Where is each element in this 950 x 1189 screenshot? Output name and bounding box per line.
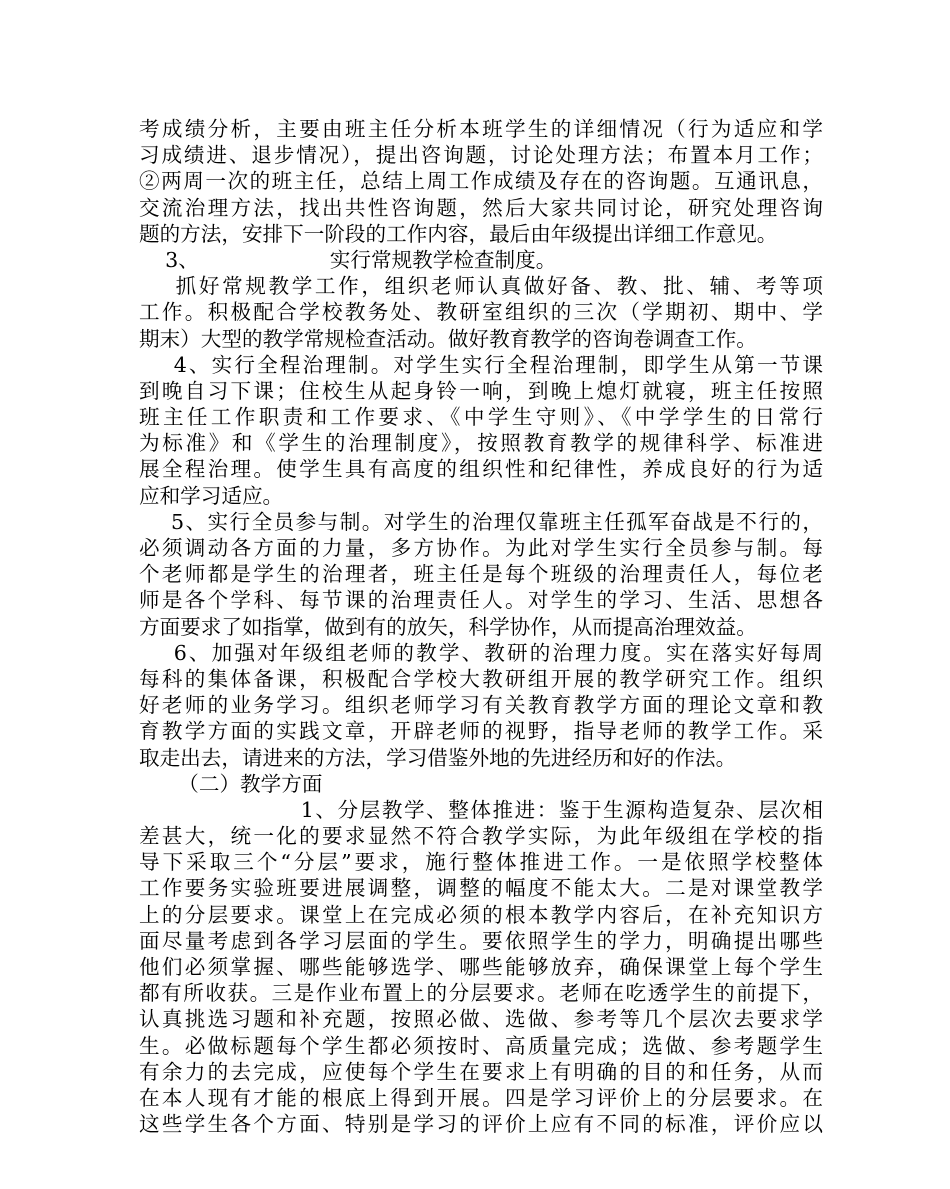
text-line: 都有所收获。三是作业布置上的分层要求。老师在吃透学生的前提下，: [139, 981, 823, 1006]
text-line: 展全程治理。使学生具有高度的组织性和纪律性，养成良好的行为适: [139, 457, 823, 482]
text-line: ②两周一次的班主任，总结上周工作成绩及存在的咨询题。互通讯息，: [139, 169, 823, 194]
text-line: 生。必做标题每个学生都必须按时、高质量完成；选做、参考题学生: [139, 1033, 823, 1058]
text-line: 他们必须掌握、哪些能够选学、哪些能够放弃，确保课堂上每个学生: [139, 955, 823, 979]
text-line: 6、加强对年级组老师的教学、教研的治理力度。实在落实好每周: [139, 640, 823, 665]
text-line: 有余力的去完成，应使每个学生在要求上有明确的目的和任务，从而: [139, 1059, 823, 1084]
text-line: 5、实行全员参与制。对学生的治理仅靠班主任孤军奋战是不行的，: [139, 509, 823, 534]
text-line: 上的分层要求。课堂上在完成必须的根本教学内容后，在补充知识方: [139, 902, 823, 927]
text-line: 导下采取三个“分层”要求，施行整体推进工作。一是依照学校整体: [139, 850, 823, 875]
text-line: 在本人现有才能的根底上得到开展。四是学习评价上的分层要求。在: [139, 1085, 823, 1110]
text-line: 方面要求了如指掌，做到有的放矢，科学协作，从而提高治理效益。: [139, 614, 757, 639]
text-line: 认真挑选习题和补充题，按照必做、选做、参考等几个层次去要求学: [139, 1007, 823, 1032]
text-line: 4、实行全程治理制。对学生实行全程治理制，即学生从第一节课: [139, 352, 823, 377]
text-line: 工作要务实验班要进展调整，调整的幅度不能太大。二是对课堂教学: [139, 876, 823, 901]
text-line: 题的方法，安排下一阶段的工作内容，最后由年级提出详细工作意见。: [139, 221, 778, 246]
text-line: 班主任工作职责和工作要求、《中学生守则》、《中学学生的日常行: [139, 405, 823, 430]
text-line: 好老师的业务学习。组织老师学习有关教育教学方面的理论文章和教: [139, 693, 823, 718]
text-line: 期末）大型的教学常规检查活动。做好教育教学的咨询卷调查工作。: [139, 326, 757, 351]
text-line: 取走出去，请进来的方法，学习借鉴外地的先进经历和好的作法。: [139, 745, 737, 770]
text-line: 每科的集体备课，积极配合学校大教研组开展的教学研究工作。组织: [139, 666, 823, 691]
text-line: 习成绩进、退步情况），提出咨询题，讨论处理方法；布置本月工作；: [139, 143, 823, 168]
text-line: 差甚大，统一化的要求显然不符合教学实际，为此年级组在学校的指: [139, 824, 823, 849]
text-line: 到晚自习下课；住校生从起身铃一响，到晚上熄灯就寝，班主任按照: [139, 378, 823, 403]
text-line: 考成绩分析，主要由班主任分析本班学生的详细情况（行为适应和学: [139, 117, 823, 141]
text-line: 这些学生各个方面、特别是学习的评价上应有不同的标准，评价应以: [139, 1112, 823, 1137]
text-line: 面尽量考虑到各学习层面的学生。要依照学生的学力，明确提出哪些: [139, 928, 823, 953]
text-line: 1、分层教学、整体推进：鉴于生源构造复杂、层次相: [139, 797, 823, 822]
text-line: 必须调动各方面的力量，多方协作。为此对学生实行全员参与制。每: [139, 536, 823, 560]
document-body: [139, 116, 823, 1137]
section-heading-line: （二）教学方面: [139, 771, 323, 796]
section-heading-line: 3、 实行常规教学检查制度。: [139, 247, 557, 272]
text-line: 工作。积极配合学校教务处、教研室组织的三次（学期初、期中、学: [139, 300, 823, 325]
text-line: 育教学方面的实践文章，开辟老师的视野，指导老师的教学工作。采: [139, 719, 823, 744]
text-line: 抓好常规教学工作，组织老师认真做好备、教、批、辅、考等项: [139, 274, 823, 299]
text-line: 应和学习适应。: [139, 483, 284, 508]
text-line: 为标准》和《学生的治理制度》，按照教育教学的规律科学、标准进: [139, 431, 823, 456]
text-line: 个老师都是学生的治理者，班主任是每个班级的治理责任人，每位老: [139, 562, 823, 587]
text-line: 交流治理方法，找出共性咨询题，然后大家共同讨论，研究处理咨询: [139, 195, 823, 220]
text-line: 师是各个学科、每节课的治理责任人。对学生的学习、生活、思想各: [139, 588, 823, 613]
